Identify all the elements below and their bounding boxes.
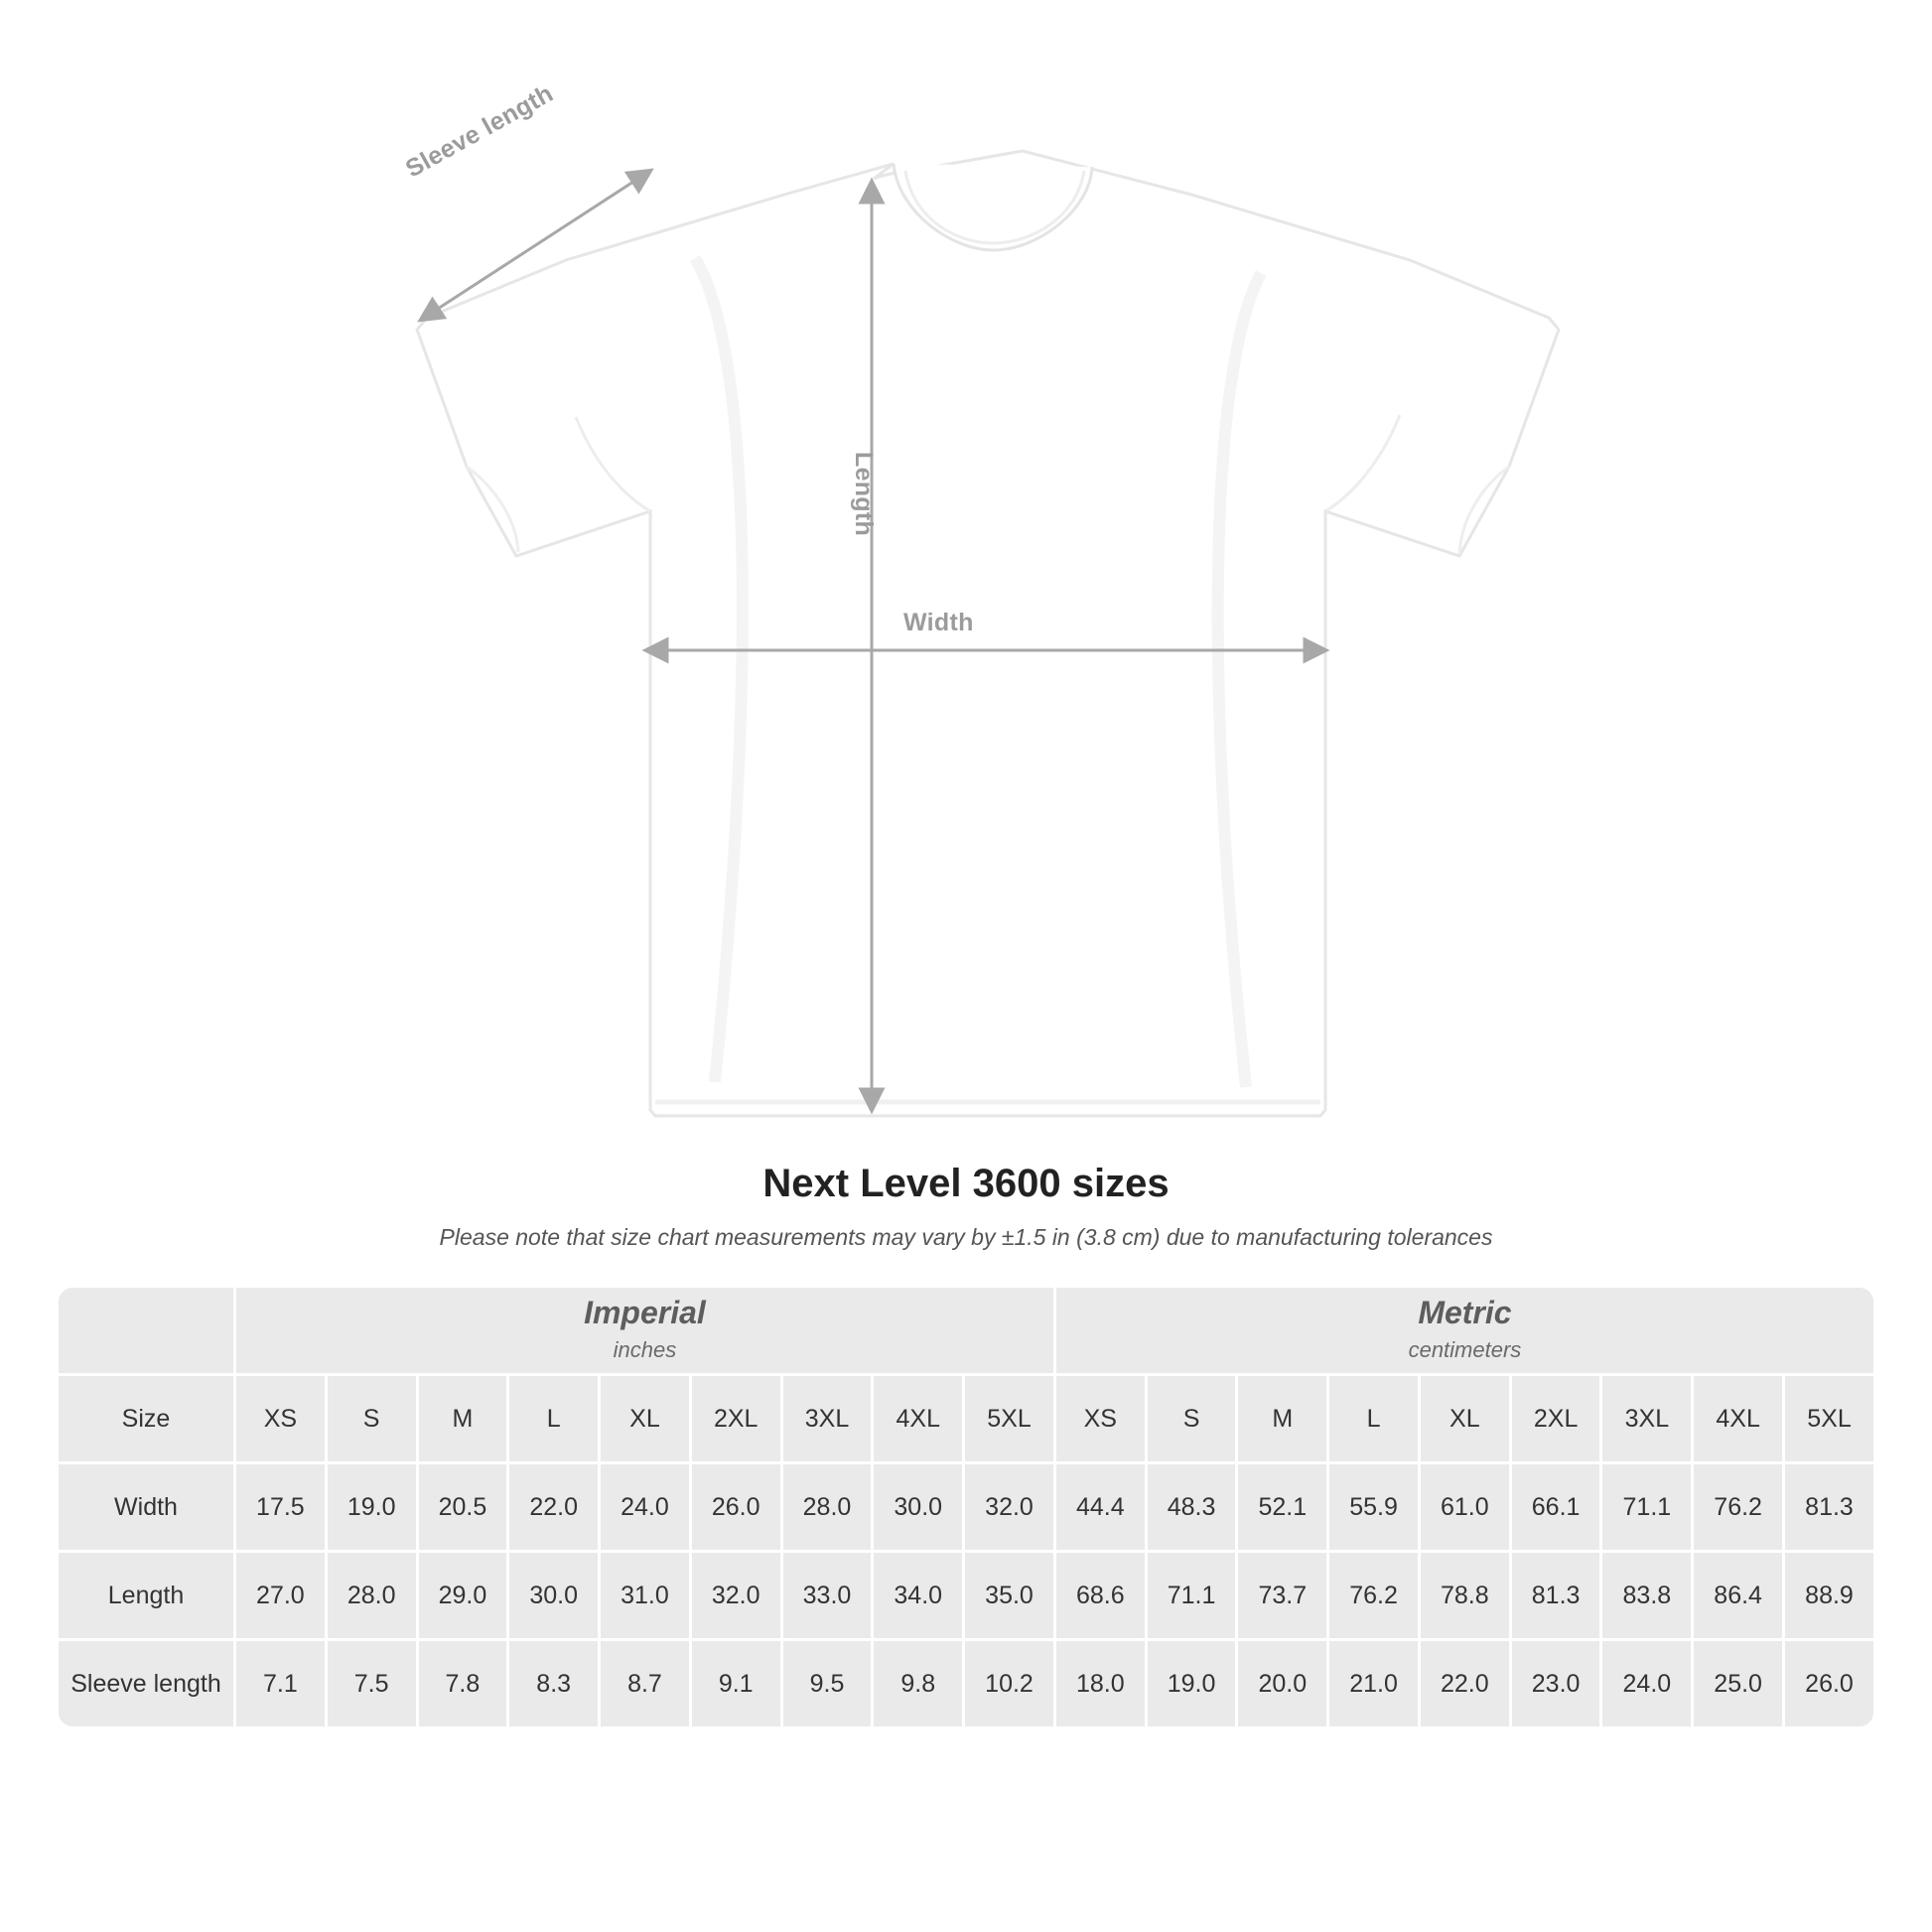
size-col-5: 2XL — [692, 1376, 780, 1461]
cell-sleeve-9: 18.0 — [1056, 1641, 1145, 1726]
cell-width-12: 55.9 — [1329, 1464, 1418, 1550]
cell-length-2: 29.0 — [419, 1553, 507, 1638]
size-col-4: XL — [601, 1376, 689, 1461]
heading-block — [0, 1162, 1932, 1251]
cell-length-1: 28.0 — [328, 1553, 416, 1638]
cell-width-3: 22.0 — [509, 1464, 598, 1550]
cell-length-4: 31.0 — [601, 1553, 689, 1638]
cell-sleeve-5: 9.1 — [692, 1641, 780, 1726]
cell-width-2: 20.5 — [419, 1464, 507, 1550]
length-label: Length — [850, 452, 878, 537]
cell-width-9: 44.4 — [1056, 1464, 1145, 1550]
cell-sleeve-0: 7.1 — [236, 1641, 325, 1726]
size-col-1: S — [328, 1376, 416, 1461]
cell-width-6: 28.0 — [783, 1464, 872, 1550]
table-row — [59, 1464, 1873, 1550]
width-label: Width — [903, 609, 974, 636]
unit-sub-imperial: inches — [613, 1337, 677, 1363]
cell-length-17: 88.9 — [1785, 1553, 1873, 1638]
cell-sleeve-16: 25.0 — [1694, 1641, 1782, 1726]
cell-sleeve-6: 9.5 — [783, 1641, 872, 1726]
cell-sleeve-4: 8.7 — [601, 1641, 689, 1726]
cell-sleeve-8: 10.2 — [965, 1641, 1053, 1726]
row-label-width: Width — [59, 1464, 233, 1550]
row-label-length: Length — [59, 1553, 233, 1638]
size-col-3: L — [509, 1376, 598, 1461]
size-col-8: 5XL — [965, 1376, 1053, 1461]
sleeve-length-label: Sleeve length — [401, 78, 558, 184]
size-col-2: M — [419, 1376, 507, 1461]
cell-length-8: 35.0 — [965, 1553, 1053, 1638]
cell-length-15: 83.8 — [1602, 1553, 1691, 1638]
cell-length-11: 73.7 — [1238, 1553, 1326, 1638]
cell-length-10: 71.1 — [1148, 1553, 1236, 1638]
size-col-7: 4XL — [874, 1376, 962, 1461]
cell-width-14: 66.1 — [1512, 1464, 1600, 1550]
cell-sleeve-10: 19.0 — [1148, 1641, 1236, 1726]
cell-length-9: 68.6 — [1056, 1553, 1145, 1638]
size-col-15: 3XL — [1602, 1376, 1691, 1461]
size-col-17: 5XL — [1785, 1376, 1873, 1461]
cell-width-4: 24.0 — [601, 1464, 689, 1550]
unit-title-imperial: Imperial — [584, 1295, 706, 1331]
size-col-16: 4XL — [1694, 1376, 1782, 1461]
cell-width-0: 17.5 — [236, 1464, 325, 1550]
tolerance-note: Please note that size chart measurements may vary by ±1.5 in (3.8 cm) due to manufacturing tolerances — [439, 1224, 1493, 1250]
size-col-14: 2XL — [1512, 1376, 1600, 1461]
cell-sleeve-15: 24.0 — [1602, 1641, 1691, 1726]
cell-length-14: 81.3 — [1512, 1553, 1600, 1638]
cell-sleeve-11: 20.0 — [1238, 1641, 1326, 1726]
cell-sleeve-13: 22.0 — [1421, 1641, 1509, 1726]
size-col-10: S — [1148, 1376, 1236, 1461]
size-col-11: M — [1238, 1376, 1326, 1461]
table-row — [59, 1553, 1873, 1638]
size-col-13: XL — [1421, 1376, 1509, 1461]
cell-sleeve-12: 21.0 — [1329, 1641, 1418, 1726]
cell-width-10: 48.3 — [1148, 1464, 1236, 1550]
size-row-label: Size — [59, 1376, 233, 1461]
cell-width-1: 19.0 — [328, 1464, 416, 1550]
unit-sub-metric: centimeters — [1408, 1337, 1522, 1363]
cell-length-12: 76.2 — [1329, 1553, 1418, 1638]
cell-width-15: 71.1 — [1602, 1464, 1691, 1550]
unit-header-imperial — [236, 1288, 1053, 1373]
cell-length-3: 30.0 — [509, 1553, 598, 1638]
size-table — [56, 1285, 1876, 1729]
cell-length-0: 27.0 — [236, 1553, 325, 1638]
size-header-row — [59, 1376, 1873, 1461]
size-col-0: XS — [236, 1376, 325, 1461]
cell-sleeve-1: 7.5 — [328, 1641, 416, 1726]
cell-sleeve-7: 9.8 — [874, 1641, 962, 1726]
page-title: Next Level 3600 sizes — [762, 1162, 1170, 1205]
unit-title-metric: Metric — [1418, 1295, 1512, 1331]
size-table-wrapper — [56, 1285, 1876, 1729]
size-col-12: L — [1329, 1376, 1418, 1461]
cell-length-13: 78.8 — [1421, 1553, 1509, 1638]
cell-length-5: 32.0 — [692, 1553, 780, 1638]
table-row — [59, 1641, 1873, 1726]
unit-header-metric — [1056, 1288, 1873, 1373]
unit-banner-row — [59, 1288, 1873, 1373]
size-col-9: XS — [1056, 1376, 1145, 1461]
row-label-sleeve-length: Sleeve length — [59, 1641, 233, 1726]
cell-length-16: 86.4 — [1694, 1553, 1782, 1638]
cell-width-5: 26.0 — [692, 1464, 780, 1550]
cell-width-17: 81.3 — [1785, 1464, 1873, 1550]
cell-sleeve-3: 8.3 — [509, 1641, 598, 1726]
cell-width-16: 76.2 — [1694, 1464, 1782, 1550]
cell-width-7: 30.0 — [874, 1464, 962, 1550]
size-col-6: 3XL — [783, 1376, 872, 1461]
cell-sleeve-14: 23.0 — [1512, 1641, 1600, 1726]
cell-width-11: 52.1 — [1238, 1464, 1326, 1550]
cell-width-8: 32.0 — [965, 1464, 1053, 1550]
cell-width-13: 61.0 — [1421, 1464, 1509, 1550]
cell-length-6: 33.0 — [783, 1553, 872, 1638]
cell-length-7: 34.0 — [874, 1553, 962, 1638]
banner-corner-cell — [59, 1288, 233, 1373]
cell-sleeve-2: 7.8 — [419, 1641, 507, 1726]
cell-sleeve-17: 26.0 — [1785, 1641, 1873, 1726]
